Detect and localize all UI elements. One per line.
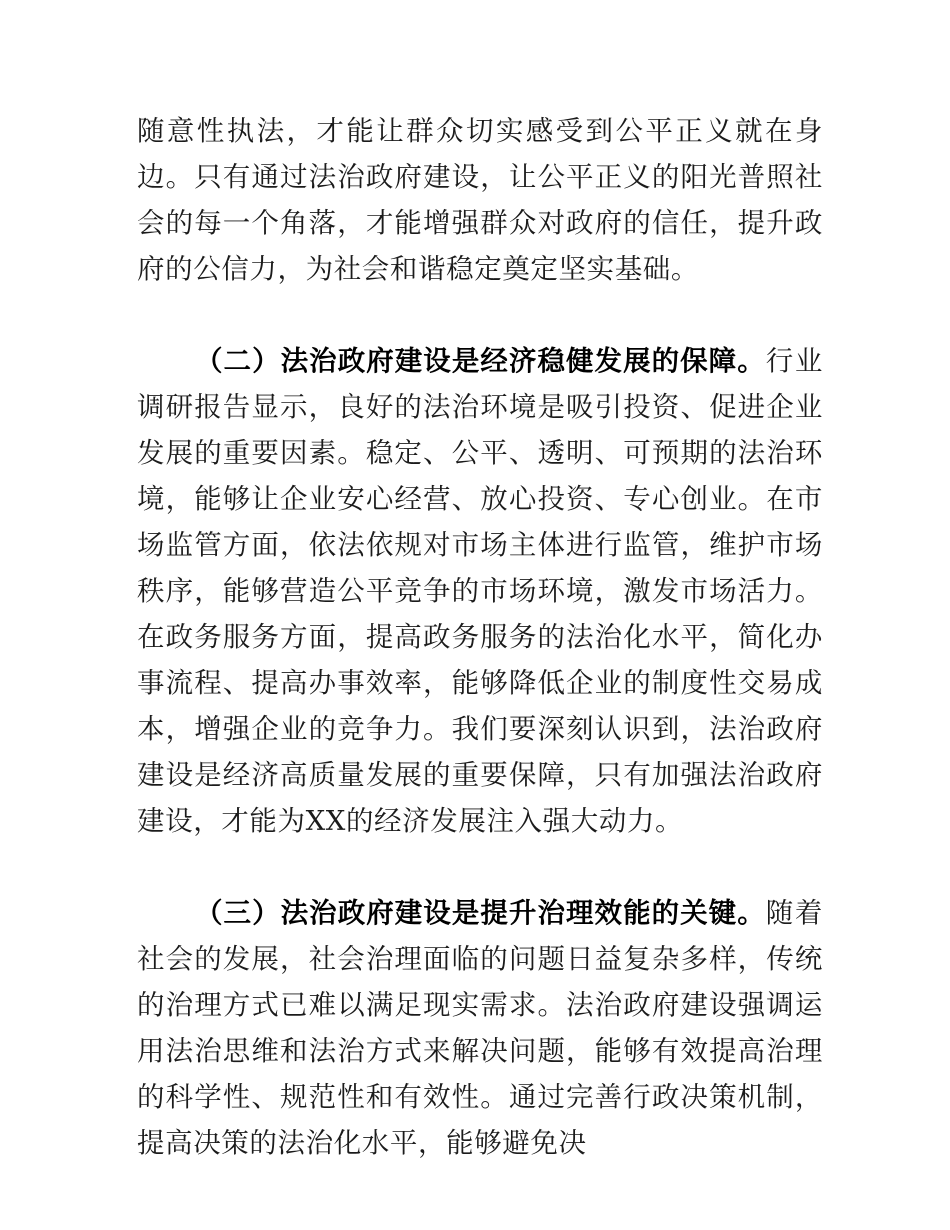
paragraph-text: 行业调研报告显示，良好的法治环境是吸引投资、促进企业发展的重要因素。稳定、公平、透明、可预期的法治环境，能够让企业安心经营、放心投资、专心创业。在市场监管方面，依法依规对市场主体进行监管，维护市场秩序，能够营造公平竞争的市场环境，激发市场活力。在政务服务方面，提高政务服务的法治化水平，简化办事流程、提高办事效率，能够降低企业的制度性交易成本，增强企业的竞争力。我们要深刻认识到，法治政府建设是经济高质量发展的重要保障，只有加强法治政府建设，才能为XX的经济发展注入强大动力。 <box>137 345 824 837</box>
paragraph-text: 随着社会的发展，社会治理面临的问题日益复杂多样，传统的治理方式已难以满足现实需求。法治政府建设强调运用法治思维和法治方式来解决问题，能够有效提高治理的科学性、规范性和有效性。通过完善行政决策机制，提高决策的法治化水平，能够避免决 <box>137 897 824 1159</box>
paragraph-continuation <box>137 108 823 292</box>
section-heading-two: （二）法治政府建设是经济稳健发展的保障。 <box>195 345 766 377</box>
paragraph-section-three <box>137 890 823 1166</box>
document-body <box>137 108 823 1166</box>
section-heading-three: （三）法治政府建设是提升治理效能的关键。 <box>195 897 766 929</box>
paragraph-section-two <box>137 338 823 844</box>
paragraph-text: 随意性执法，才能让群众切实感受到公平正义就在身边。只有通过法治政府建设，让公平正义的阳光普照社会的每一个角落，才能增强群众对政府的信任，提升政府的公信力，为社会和谐稳定奠定坚实基础。 <box>137 115 823 285</box>
